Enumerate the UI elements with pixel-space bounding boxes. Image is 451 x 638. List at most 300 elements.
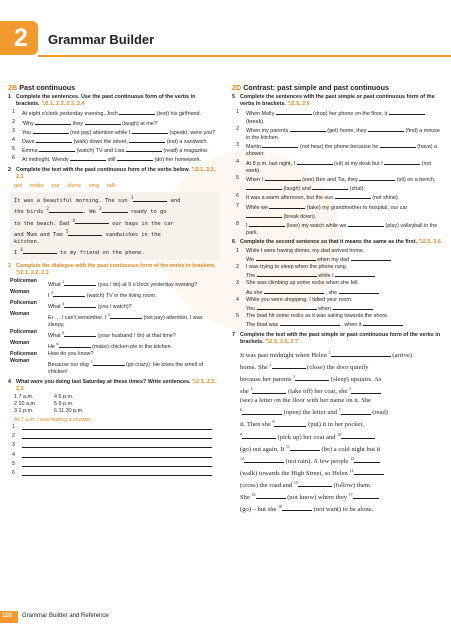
answer-blank[interactable] [380,142,416,148]
answer-blank[interactable] [339,288,379,294]
story-line [14,239,216,246]
item-text: (watch) TV and Lisa [76,148,125,155]
time-option: 4 6 p.m. [54,394,74,401]
original-sentence: She was climbing up some rocks when she fell. [246,280,359,287]
answer-blank[interactable] [295,375,329,381]
item-text: (chat). [349,186,366,193]
dialogue-text: (you / watch)? [97,303,132,310]
item-text: 'Why [22,120,34,127]
list-item [232,159,444,175]
time-option [94,408,134,415]
item-number: 4 [236,158,239,165]
rewrite-line [232,320,444,329]
item-number: 2 [12,433,15,440]
list-item [232,264,444,271]
item-text: (laugh) at me?' [122,120,158,127]
speaker-label: Woman [10,311,30,318]
list-item [232,175,444,193]
dialogue-text: I [48,292,50,299]
item-number: 3 [12,442,15,449]
answer-blank[interactable] [276,109,312,115]
answer-blank[interactable] [264,288,324,294]
item-text: (walk) down the street, [73,139,128,146]
story-text: the birds [14,209,44,216]
text-segment: home. She [240,364,270,372]
answer-line [8,424,220,433]
answer-blank[interactable] [53,291,85,297]
answer-blank[interactable] [274,421,306,427]
answer-blank[interactable] [119,109,155,115]
page-title: Grammar Builder [48,32,155,47]
gap-number: 2 [46,206,49,212]
answer-blank[interactable] [389,109,425,115]
text-segment: it. Then she [240,421,273,429]
item-text: At 8 p.m. last night, I [246,160,296,167]
answer-blank[interactable] [117,155,153,161]
list-item [8,119,220,128]
task-5-instruction: 5 Complete the sentences with the past simple or past continuous form of the verbs in brackets. ⮌2.5, 2.6 [232,94,435,108]
answer-blank[interactable] [49,207,83,213]
item-text: (read) a magazine. [163,148,209,155]
text-segment: (read) [370,409,388,417]
item-text: I [246,223,248,230]
item-text: (do) her homework. [154,157,202,164]
answer-blank[interactable] [102,207,128,213]
text-segment: (put) it in her pocket, [306,421,364,429]
item-text: still [107,157,116,164]
original-sentence: I was trying to sleep when the phone rang. [246,264,348,271]
rewrite-start: As she [246,289,263,296]
task-7-text [240,349,444,515]
gap-number: 3 [293,374,296,380]
answer-blank[interactable] [348,221,384,227]
task-3-dialogue [10,278,220,377]
answer-blank[interactable] [64,331,96,337]
answer-blank[interactable] [39,146,75,152]
answer-blank[interactable] [22,433,212,439]
item-number: 3 [236,280,239,287]
item-number: 6 [12,469,15,476]
answer-blank[interactable] [59,342,91,348]
item-number: 4 [12,451,15,458]
item-number: 1 [236,109,239,116]
text-line [240,479,444,491]
gap-number: 4 [107,312,110,318]
answer-blank[interactable] [282,505,312,511]
answer-blank[interactable] [333,304,373,310]
item-text: At eight o'clock yesterday evening, Josh [22,111,118,118]
list-item [232,109,444,125]
item-number: 2 [236,125,239,132]
text-segment: (follow) them. [331,482,372,490]
gap-number: 18 [278,504,283,510]
task-1-instruction: 1 Complete the sentences. Use the past continuous form of the verbs in brackets. ⮌2.1, 2.2, 2.3, 2.4 [8,94,196,108]
section-2b-heading: 2B Past continuous [8,83,76,92]
item-text: (play) volleyball in the park. [246,223,438,237]
item-text: (break down). [283,213,317,220]
item-text: Dave [22,139,35,146]
time-option: 2 10 a.m. [14,401,37,408]
speaker-label: Woman [10,340,30,347]
text-segment: (close) the door quietly [305,364,369,372]
answer-blank[interactable] [93,360,125,366]
time-option [94,401,134,408]
item-text: When my parents [246,127,289,134]
rewrite-line [232,271,444,280]
story-text: to the beach. Dad [14,220,70,227]
text-segment: (go) – but she [240,506,279,514]
dialogue-text: (not pay) attention. I was sleepy. [48,314,203,329]
item-text: When I [246,177,264,184]
answer-blank[interactable] [33,128,69,134]
answer-blank[interactable] [242,433,276,439]
list-item [8,146,220,155]
speaker-label: Woman [10,289,30,296]
item-text: (sit) at my desk but I [334,160,383,167]
story-text: and [170,198,181,205]
gap-number: 14 [349,467,354,473]
gap-number: 6 [20,247,23,253]
gap-number: 7 [90,359,93,365]
list-item [8,155,220,164]
answer-blank[interactable] [354,469,384,475]
text-line [240,385,444,397]
answer-blank[interactable] [351,388,381,394]
item-text: Martin [246,144,261,151]
gap-number: 1 [328,350,331,356]
item-number: 1 [12,109,15,116]
gap-number: 2 [269,362,272,368]
text-line [240,349,444,361]
dialogue-text: (your husband / do) at that time? [97,333,176,340]
item-number: 2 [236,264,239,271]
answer-blank[interactable] [298,481,332,487]
answer-blank[interactable] [75,218,109,224]
gap-number: 3 [99,206,102,212]
answer-blank[interactable] [384,159,420,165]
item-text: (break). [246,118,265,125]
story-line [14,205,216,216]
gap-number: 7 [338,407,341,413]
answer-blank[interactable] [354,457,380,463]
story-line [14,194,216,205]
answer-blank[interactable] [22,442,212,448]
gap-number: 4 [72,217,75,223]
gap-number: 8 [272,419,275,425]
dialogue-text: What [48,333,61,340]
gap-number: 15 [293,479,298,485]
gap-number: 3 [62,301,65,307]
answer-blank[interactable] [22,452,212,458]
answer-blank[interactable] [85,119,121,125]
right-column [232,83,444,515]
answer-blank[interactable] [368,126,404,132]
text-segment: It was past midnight when Helen [240,352,329,360]
list-item [232,280,444,287]
time-option: 3 1 p.m. [14,408,34,415]
item-number: 2 [12,118,15,125]
item-number: 1 [236,247,239,254]
answer-blank[interactable] [64,280,96,286]
gap-number: 5 [349,386,352,392]
answer-blank[interactable] [265,175,301,181]
dialogue-line [48,358,220,376]
answer-blank[interactable] [22,424,212,430]
item-text: (eat) a sandwich. [166,139,208,146]
answer-blank[interactable] [257,271,317,277]
item-number: 3 [12,127,15,134]
list-item [8,109,220,118]
item-text: (sit) on a bench, [396,177,436,184]
gap-number: 12 [240,455,244,461]
dialogue-line [48,351,220,358]
rewrite-start: We [246,256,254,263]
answer-blank[interactable] [35,119,71,125]
text-line [240,503,444,515]
rewrite-mid: , when it [341,322,362,329]
text-segment: (not rain). A few people [284,457,351,465]
rewrite-start: You [246,306,256,313]
answer-blank[interactable] [341,433,375,439]
text-segment: she [240,388,251,396]
answer-blank[interactable] [256,493,286,499]
answer-line [8,442,220,451]
task-6-items [232,248,444,330]
dialogue-text: Er … I can't remember. I [48,314,107,321]
item-text: (take) my grandmother to hospital, our car [306,204,408,211]
answer-blank[interactable] [269,203,305,209]
item-text: (see) Ben and Tia, they [302,177,358,184]
dialogue-text: Because our dog [48,362,89,369]
item-text: Emma [22,148,38,155]
answer-blank[interactable] [70,155,106,161]
answer-blank[interactable] [359,175,395,181]
answer-blank[interactable] [242,409,282,415]
speaker-label: Policeman [10,351,37,358]
item-text: (drop) her phone on the floor, it [313,111,388,118]
rewrite-mid: while I [318,273,334,280]
item-text: (text) his girlfriend. [156,111,202,118]
item-text: It was a warm afternoon, but the sun [246,195,334,202]
header-rule [38,55,451,57]
story-text: ready to go [130,209,167,216]
task-1-items [8,109,220,164]
answer-blank[interactable] [257,304,317,310]
original-sentence: While you were shopping, I tidied your room. [246,296,353,303]
list-item [8,137,220,146]
item-number: 5 [12,146,15,153]
list-item [232,297,444,304]
answer-line [8,461,220,470]
list-item [232,126,444,142]
answer-blank[interactable] [262,142,298,148]
story-text: It was a beautiful morning. The sun [14,198,128,205]
item-number: 8 [236,221,239,228]
answer-blank[interactable] [252,388,286,394]
answer-blank[interactable] [290,126,326,132]
gap-number: 6 [240,407,242,413]
list-item [232,193,444,202]
text-line [240,467,444,479]
answer-blank[interactable] [353,493,379,499]
left-column [8,83,220,479]
text-segment: (pick up) her coat and [276,433,338,441]
item-number: 5 [12,460,15,467]
dialogue-line [48,340,220,351]
dialogue-line [48,311,220,329]
page-number: 110 [2,613,12,619]
dialogue-line [48,289,220,300]
item-text: (not work). [246,160,431,174]
gap-number: 13 [350,455,355,461]
answer-line [8,452,220,461]
item-text: (not shine). [372,195,400,202]
dialogue-text: (watch) TV in the living room. [86,292,157,299]
task-4-example: At 7 a.m. I was having a shower. [14,416,92,423]
story-text: to my friend on the phone. [60,250,145,257]
item-number: 6 [236,193,239,200]
rewrite-start: The boat was [246,322,279,329]
story-text: . We [82,209,96,216]
item-number: 5 [236,175,239,182]
answer-blank[interactable] [20,247,57,254]
dialogue-line [48,329,220,340]
story-line [14,217,216,228]
dialogue-text: (you / do) at 9 o'clock yesterday evening? [97,281,198,288]
gap-number: 17 [348,492,353,498]
answer-blank[interactable] [246,184,282,190]
answer-blank[interactable] [312,184,348,190]
answer-blank[interactable] [328,350,391,357]
rewrite-start: The [246,273,256,280]
item-number: 7 [236,202,239,209]
gap-number: 10 [337,431,342,437]
task-7-instruction: 7 Complete the text with the past simple or past continuous form of the verbs in brackets. ⮌2.5, 2.6, 2.7 [232,331,441,345]
item-text: When Molly [246,111,275,118]
answer-blank[interactable] [36,137,72,143]
task-3-instruction: 3 Complete the dialogue with the past continuous form of the verbs in brackets. ⮌2.1, 2.2, 2.3 [8,262,216,276]
item-text: (not hear) the phone because he [299,144,379,151]
answer-blank[interactable] [107,312,142,319]
speaker-label: Policeman [10,329,37,336]
item-number: 6 [12,155,15,162]
answer-blank[interactable] [22,461,212,467]
answer-blank[interactable] [269,362,306,369]
answer-blank[interactable] [129,137,165,143]
answer-blank[interactable] [130,195,167,202]
text-line [240,373,444,385]
rewrite-line [232,288,444,297]
item-text: (speak), were you? [169,129,216,136]
task-6-instruction: 6 Complete the second sentence so that it means the same as the first. ⮌2.5, 2.6 [232,239,441,246]
task-2-instruction: 2 Complete the text with the past continuous form of the verbs below. ⮌2.1, 2.2, 2.3 [8,166,216,180]
text-segment: (not want) to be alone. [312,506,374,514]
story-line [14,246,216,257]
item-text: (find) a mouse in the kitchen. [246,127,440,142]
answer-blank[interactable] [126,146,162,152]
item-text: At midnight, Wendy [22,157,69,164]
item-text: (not pay) attention while I [70,129,131,136]
answer-blank[interactable] [249,221,285,227]
word-bank: get make put shine sing talk [14,183,116,190]
answer-blank[interactable] [335,271,375,277]
task-4-times [14,394,134,416]
text-segment: (be) a cold night but it [319,445,381,453]
answer-blank[interactable] [246,212,282,218]
original-sentence: The boat hit some rocks as it was sailing towards the shore. [246,313,389,320]
time-option [94,394,134,401]
answer-blank[interactable] [297,159,333,165]
gap-number: 5 [62,330,65,336]
gap-number: 4 [250,386,253,392]
answer-blank[interactable] [280,320,340,326]
time-option: 6 11.30 p.m. [54,408,84,415]
item-text: (laugh) and [283,186,311,193]
answer-blank[interactable] [256,255,316,261]
text-line [240,443,444,455]
list-item [232,248,444,255]
text-line [240,418,444,430]
answer-blank[interactable] [338,407,371,415]
text-line [240,397,444,406]
answer-blank[interactable] [290,445,320,451]
rewrite-line [232,304,444,313]
gap-number: 2 [51,290,54,296]
task-4-answer-lines [8,424,220,479]
gap-number: 1 [130,195,134,201]
original-sentence: While I were having dinner, my dad arrived home. [246,247,365,254]
dialogue-text: (make) chicken pie in the kitchen. [92,344,173,351]
dialogue-text: He [48,344,55,351]
answer-blank[interactable] [22,470,212,476]
text-segment: (not know) where they [285,494,349,502]
item-text: (get) home, they [327,127,367,134]
answer-blank[interactable] [363,320,403,326]
dialogue-text: How do you know? [48,351,94,358]
item-text: (lose) my watch while we [286,223,347,230]
item-number: 4 [236,296,239,303]
text-segment: (arrive) [390,352,413,360]
speaker-label: Policeman [10,300,37,307]
task-2-story [10,192,220,259]
list-item [232,203,444,221]
answer-blank[interactable] [65,228,102,236]
story-text: our bags in the car [112,220,174,227]
answer-blank[interactable] [244,457,284,463]
answer-blank[interactable] [132,128,168,134]
list-item [232,313,444,320]
answer-blank[interactable] [335,193,371,199]
gap-number: 11 [285,443,290,449]
text-line [240,491,444,503]
speaker-label: Policeman [10,278,37,285]
text-segment: She [240,494,252,502]
answer-line [8,433,220,442]
gap-number: 5 [65,228,69,234]
item-text: While we [246,204,268,211]
item-text: (have) a shower. [246,144,437,158]
gap-number: 16 [251,492,256,498]
text-segment: (see) a letter on the floor with her name on it. She [240,397,372,405]
item-text: they [72,120,84,127]
rewrite-line [232,255,444,264]
item-number: 4 [12,137,15,144]
answer-blank[interactable] [64,302,96,308]
story-text: I [14,250,18,257]
story-text: kitchen. [14,239,40,246]
unit-number: 2 [14,24,28,52]
answer-blank[interactable] [351,255,391,261]
